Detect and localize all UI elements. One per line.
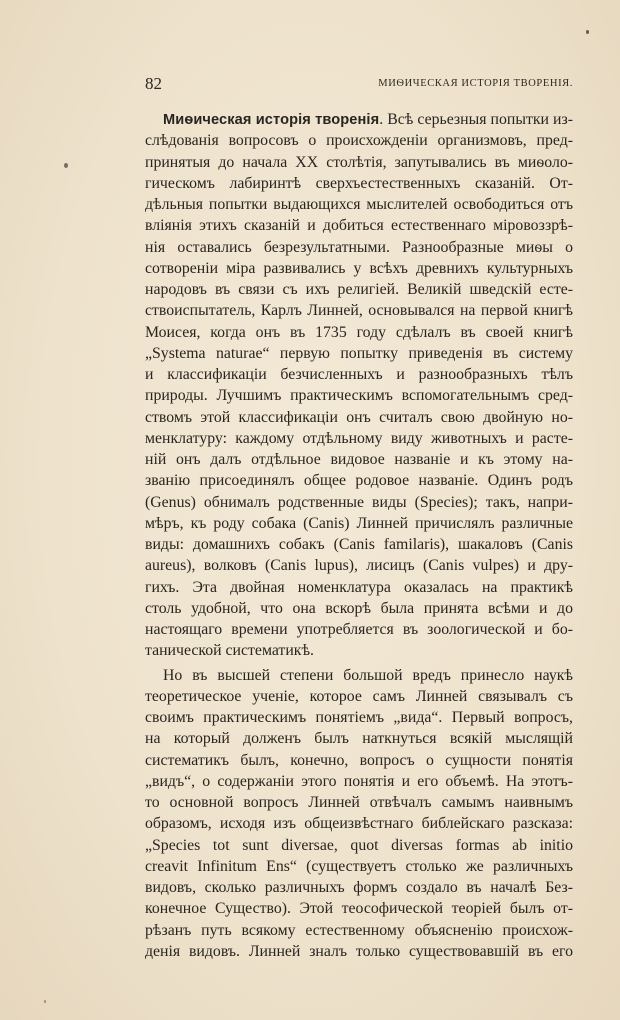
ink-spot — [44, 1000, 46, 1003]
text-line: слѣдованія вопросовъ о происхожденіи организмовъ, пред- — [145, 132, 573, 150]
text-line: „Species tot sunt diversae, quot diversas formas ab initio — [145, 836, 573, 854]
text-line: вліянія этихъ сказаній и добиться естественнаго міровоззрѣ- — [145, 217, 573, 235]
ink-spot — [64, 163, 68, 168]
text-line: ствоиспытатель, Карлъ Линней, основывался на первой книгѣ — [145, 302, 573, 320]
text-line: столь удобной, что она вскорѣ была принята всѣми и до — [145, 599, 573, 617]
text-line: рѣзанъ путь всякому естественному объясненію происхож- — [145, 921, 573, 939]
text-line: Моисея, когда онъ въ 1735 году сдѣлалъ въ своей книгѣ — [145, 323, 573, 341]
text-line: видовъ, сколько различныхъ формъ создало въ началѣ Без- — [145, 879, 573, 896]
page-number: 82 — [145, 74, 162, 93]
text-line: денія видовъ. Линней зналъ только существовавшій въ его — [145, 942, 573, 960]
text-line: ній онъ далъ отдѣльное видовое названіе и къ этому на- — [145, 451, 573, 468]
body-text — [145, 109, 573, 962]
text-line: конечное Существо). Этой теософической теоріей былъ от- — [145, 900, 573, 918]
text-line: гихъ. Эта двойная номенклатура оказалась на практикѣ — [145, 578, 573, 596]
text-line: виды: домашнихъ собакъ (Canis familaris), шакаловъ (Canis — [145, 536, 573, 553]
page-header — [145, 74, 573, 94]
text-line: „видъ“, о содержаніи этого понятія и его объемѣ. На этотъ- — [145, 772, 573, 790]
text-line: и классификаціи безчисленныхъ и разнообразныхъ тѣлъ — [145, 366, 573, 383]
text-line: „Systema naturae“ первую попытку приведенія въ систему — [145, 344, 573, 362]
ink-spot — [586, 30, 589, 34]
text-line: систематикъ былъ, конечно, вопросъ о сущности понятія — [145, 751, 573, 769]
text-line: на который долженъ былъ наткнуться всякій мыслящій — [145, 730, 573, 748]
text-line: танической систематикѣ. — [145, 642, 314, 660]
text-line — [145, 109, 573, 130]
text-line: народовъ въ связи съ ихъ религіей. Великій шведскій есте- — [145, 281, 573, 298]
text-line: aureus), волковъ (Canis lupus), лисицъ (Canis vulpes) и дру- — [145, 557, 573, 575]
text-line: ствомъ этой классификаціи онъ считалъ свою двойную но- — [145, 408, 573, 426]
text-line: (Genus) обнималъ родственные виды (Species); такъ, напри- — [145, 493, 573, 511]
text-line: званію присоединялъ общее родовое названіе. Одинъ родъ — [145, 472, 573, 490]
text-line: мѣръ, къ роду собака (Canis) Линней причислялъ различные — [145, 514, 573, 532]
text-line: образомъ, исходя изъ общеизвѣстнаго библейскаго разсказа: — [145, 815, 573, 833]
text-line: теоретическое ученіе, которое самъ Линней связывалъ съ — [145, 687, 573, 705]
text-line: гическомъ лабиринтѣ сверхъестественныхъ сказаній. От- — [145, 174, 573, 192]
text-line: своимъ практическимъ понятіемъ „вида“. Первый вопросъ, — [145, 709, 573, 726]
text-line: нія оставались безрезультатными. Разнообразные миѳы о — [145, 238, 573, 256]
text-line-rest: . Всѣ серьезныя попытки из- — [379, 111, 573, 128]
text-line: creavit Infinitum Ens“ (существуетъ столько же различныхъ — [145, 857, 573, 875]
running-title: МИѲИЧЕСКАЯ ИСТОРІЯ ТВОРЕНІЯ. — [378, 78, 573, 89]
text-line: менклатуру: каждому отдѣльному виду животныхъ и расте- — [145, 429, 573, 447]
text-line: то основной вопросъ Линней отвѣчалъ самымъ наивнымъ — [145, 794, 573, 811]
text-line: настоящаго времени употребляется въ зоологической и бо- — [145, 621, 573, 638]
text-line: дѣльныя попытки выдающихся мыслителей освободиться отъ — [145, 196, 573, 213]
section-lead-phrase: Миѳическая исторія творенія — [163, 112, 380, 128]
text-line: сотвореніи міра развивались у всѣхъ древнихъ культурныхъ — [145, 259, 573, 277]
text-line: принятыя до начала XX столѣтія, запутывались въ миѳоло- — [145, 153, 573, 171]
text-line: Но въ высшей степени большой вредъ принесло наукѣ — [163, 666, 573, 684]
text-line: природы. Лучшимъ практическимъ вспомогательнымъ сред- — [145, 387, 573, 405]
